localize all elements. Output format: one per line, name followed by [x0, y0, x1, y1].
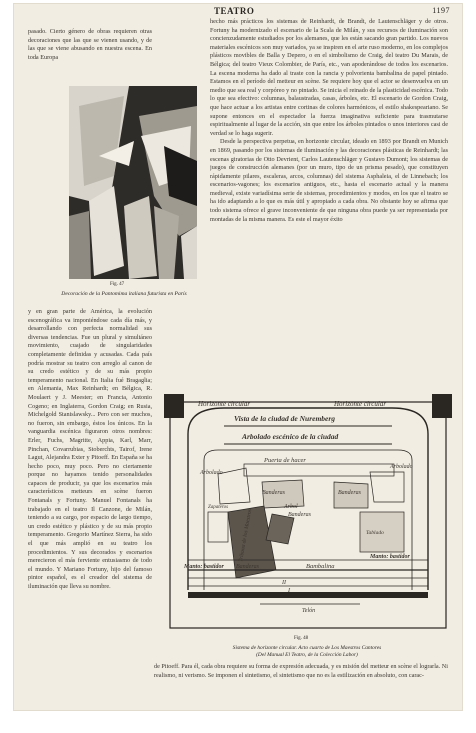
- paragraph: hecho más prácticos los sistemas de Reinhardt, de Brandt, de Lautenschläger y de otros. Fortuny ha modernizado el escenario de la Scala de Milán, y sus recursos de iluminación son concienzudamente estudiados por los alemanes, que les están sacando gran partido. Los nuevos materiales escénicos son muy variados, ya se inspiren en el arte ruso moderno, en los complejos plásticos movibles de Balla y Depero, o en el simbolismo de Craig, del teatro Du Marais, de Bélgica; del teatro Vieux Colombier, de París, etc., van apoderándose de todos los escenarios. La escena moderna ha dado al traste con la rancia y polvorienta bambalina de papel pintado. Estamos en el período del metteur en scène. Se requiere hoy que el actor se desenvuelva en un medio que sea real y corpóreo y no pintado. Se inicia el reinado de la plasticidad escénica. Todo lo que sea efectivo: columnas, balaustradas, casas, árboles, etc. El escenario de Gordon Craig, que hace actuar a los artistas entre cortinas de colores harmónicos, el estilo shakespeariano. Se supone entonces en el espectador la fuerza imaginativa suficiente para trasmutarse espiritualmente al lugar de la acción, sin que entre los árboles pintados o unos interiores casi de verdad se lo haga sugerir.: [210, 18, 448, 137]
- label-trees-band: Arbolado escénico de la ciudad: [242, 432, 339, 441]
- label-bambalina: Bambalina: [306, 563, 335, 570]
- label-horizon-right: Horizonte circular: [334, 400, 387, 408]
- book-page: [14, 4, 462, 710]
- stage-plan-diagram: [164, 394, 452, 634]
- label-arbol: Arbol: [284, 504, 298, 510]
- label-manto-right: Manto: bastidor: [370, 554, 410, 560]
- label-banderas-bottom: Banderas: [236, 564, 259, 570]
- label-horizon-left: Horizonte circular: [198, 400, 251, 408]
- right-column-top: [210, 18, 448, 388]
- section-title: TEATRO: [214, 6, 255, 16]
- label-city-view: Vista de la ciudad de Nuremberg: [234, 414, 336, 423]
- label-banderas-center: Banderas: [288, 512, 311, 518]
- figure-48-caption: [182, 645, 432, 659]
- figure-47-label: Fig. 47: [110, 282, 125, 287]
- paragraph: de Pitoeff. Para él, cada obra requiere su forma de expresión adecuada, y es misión del metteur en scène el lograrla. Ni realismo, ni verismo. Se imponen el sintetismo, el sintetismo que no es la estilización en absoluto, con carac-: [154, 663, 448, 679]
- label-right-box: Tablado: [366, 530, 384, 536]
- label-telon: Telón: [302, 608, 316, 614]
- label-manto-left: Manto: bastidor: [184, 564, 224, 570]
- label-numeral-ii: II: [282, 580, 286, 586]
- figure-48-label: Fig. 48: [294, 636, 309, 641]
- futurist-set-image: [69, 86, 197, 279]
- label-banderas-left: Banderas: [262, 490, 285, 496]
- paragraph: pasado. Cierto género de obras requieren otras decoraciones que las que se vienen usando, y de las que se viene abusando en nuestra escena. En toda Europa: [28, 28, 152, 61]
- left-column-top: [28, 28, 152, 82]
- figure-47-caption: Decoración de la Pantomima italiana futurista en París: [61, 291, 187, 297]
- label-numeral-i: I: [288, 588, 290, 594]
- label-banderas-right: Banderas: [338, 490, 361, 496]
- label-shoemaker-door: Puerta de hacer: [264, 457, 306, 464]
- paragraph: Desde la perspectiva perpetua, en horizonte circular, ideado en 1893 por Brandt en Munich en 1869, pasando por los sistemas de iluminación y las decoraciones plásticas de Reinhardt; las escenas giratorias de Otto Devrient, Carlos Lautenschläger y Gustavo Dumont; los sistemas de juegos de construcción alemanes (por un muro, tipo de un prisma pesado), que constituyen rápidamente pilares, escaleras, arcos, columnas) del sistema Asphaleia, el de Linnebach; los escenarios-vagones; los escenarios antiguos, etc., hasta el escenario actual y la manera medieval, existe variadísima serie de sistemas, procedimientos y modos, en los que el teatro se ha ido adaptando a lo que es más útil y apropiado a cada obra. No obstante hoy se afirma que todo sistema ofrece el grave inconveniente de que ninguna obra puede ya ser representada por montadas de la misma manera. Es este el mayor éxito: [210, 138, 448, 223]
- left-column-bottom: [28, 308, 152, 704]
- bottom-wide-paragraph: [154, 663, 448, 707]
- figure-47-photo: [69, 86, 197, 279]
- label-arbolado-left: Arbolado: [200, 470, 223, 476]
- label-arbolado-right: Arbolado: [390, 464, 413, 470]
- paragraph: y en gran parte de América, la evolución escenográfica va imponiéndose cada día más, y desarrollando con perfecta normalidad sus diversas tendencias. Fue un plural y simultáneo movimiento, cuajado de singularidades completamente definidas y acusadas. Cada país podría mostrar su teatro con arreglo al canon de su credo estético y de su más propio temperamento nacional. En Italia fué Bragaglia; en Alemania, Max Reinhardt; en Bélgica, R. Moulaert y J. Meester; en Francia, Antonio Cogeno; en Inglaterra, Gordon Craig; en Rusia, Michelgold Stanislawsky... Pero con ser muchos, no fueron, sin embargo, éstos los únicos. En la vanguardia escénica figuraron otros nombres: Erler, Fuchs, Magritte, Appia, Karl, Marr, Pinchan, Covarrubias, Stoberchts, Tairof, Irene Lagut, Alejandra Exter y Pitoeff. En España se ha hecho poco, muy poco. Pero no ciertamente porque no hayamos tenido personalidades capaces de producir, ya que los escenarios más característicos metteurs en scène fueron Fontanals y Fortuny. Manuel Fontanals ha trabajado en el teatro Il Canzone, de Milán, teniendo a su cargo, por espacio de largo tiempo, un credo estético y plástico y de su más propio temperamento. Gregorio Martínez Sierra, ha sido el que más amplió en su teatro los procedimientos. Y sus decorados y escenarios merecieron el más ferviente entusiasmo de todo el mundo. Y Mariano Fortuny, hijo del famoso pintor español, es el creador del sistema de iluminación que lleva su nombre.: [28, 308, 152, 590]
- figure-48-stage-plan: [164, 394, 452, 634]
- label-left-box: Zapateros: [208, 505, 229, 510]
- label-tribune: Tribuna de los Maestros: [238, 508, 254, 563]
- page-number: 1197: [432, 6, 450, 15]
- figure-48-caption-line-2: (Del Manual El Teatro, de la Colección Labor): [256, 652, 358, 658]
- figure-48-caption-line-1: Sistema de horizonte circular. Acto cuarto de Los Maestros Cantores: [232, 645, 382, 651]
